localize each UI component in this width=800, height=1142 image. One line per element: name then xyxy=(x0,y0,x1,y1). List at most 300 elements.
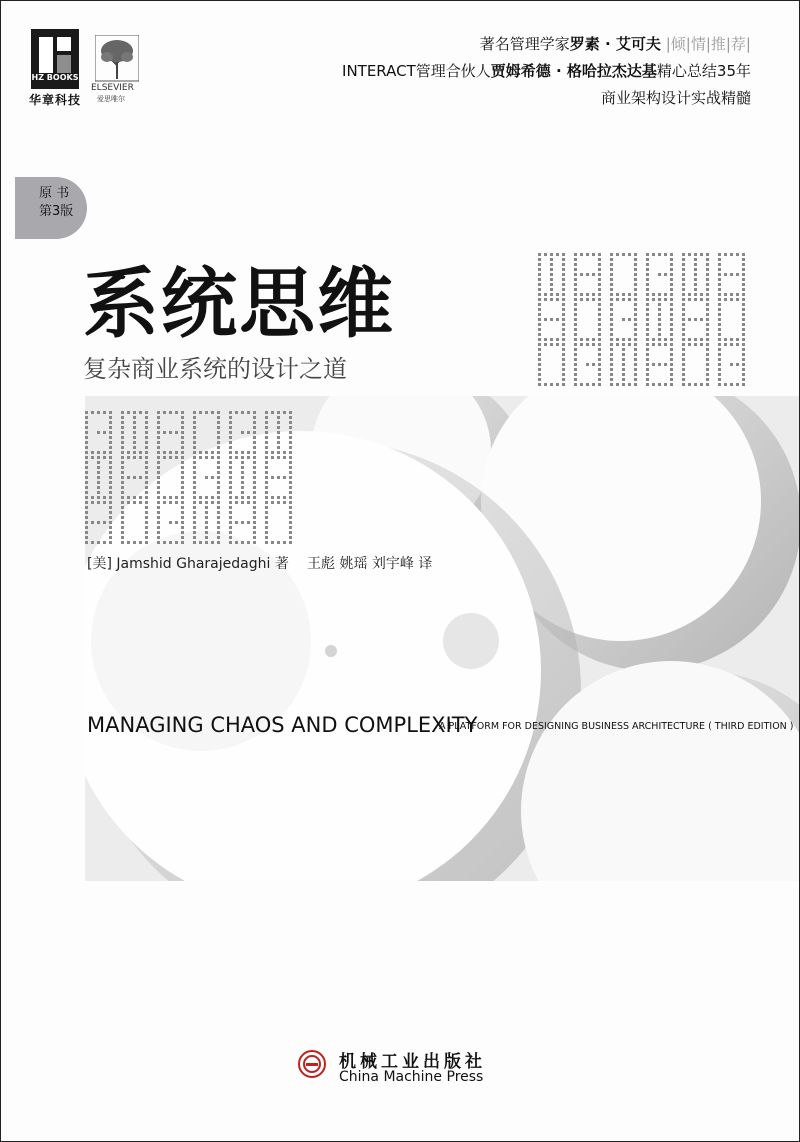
decor-dot xyxy=(628,318,631,321)
decor-dot xyxy=(706,258,709,261)
decor-dot xyxy=(157,461,160,464)
decor-dot xyxy=(169,456,172,459)
decor-dot xyxy=(145,511,148,514)
decor-dot xyxy=(205,541,208,544)
decor-dot xyxy=(205,496,208,499)
decor-dot xyxy=(694,258,697,261)
decor-dot xyxy=(724,273,727,276)
decor-dot xyxy=(121,466,124,469)
decor-dot xyxy=(628,383,631,386)
decor-dot xyxy=(658,338,661,341)
decor-dot xyxy=(157,536,160,539)
decor-dot xyxy=(175,541,178,544)
decor-dot xyxy=(574,298,577,301)
decor-dot xyxy=(217,541,220,544)
decor-dot xyxy=(199,451,202,454)
decor-dot xyxy=(634,323,637,326)
decor-dot xyxy=(742,268,745,271)
decor-dot xyxy=(688,383,691,386)
decor-dot xyxy=(253,471,256,474)
decor-dot xyxy=(538,303,541,306)
decor-dot xyxy=(634,293,637,296)
decor-dot xyxy=(109,451,112,454)
decor-dot xyxy=(235,501,238,504)
decor-dot xyxy=(229,481,232,484)
decor-dot xyxy=(742,378,745,381)
decor-dot xyxy=(718,253,721,256)
decor-dot xyxy=(253,466,256,469)
decor-dot xyxy=(658,298,661,301)
decor-dot xyxy=(598,323,601,326)
decor-dot xyxy=(622,338,625,341)
decor-dot xyxy=(586,338,589,341)
decor-dot xyxy=(670,323,673,326)
decor-dot xyxy=(247,521,250,524)
decor-dot xyxy=(658,313,661,316)
decor-dot xyxy=(157,496,160,499)
decor-dot xyxy=(265,516,268,519)
publisher-name-en: China Machine Press xyxy=(339,1069,484,1085)
decor-dot xyxy=(706,353,709,356)
decor-dot xyxy=(181,436,184,439)
decor-dot xyxy=(247,431,250,434)
decor-dot xyxy=(610,363,613,366)
decor-dot xyxy=(109,436,112,439)
decor-dot xyxy=(139,456,142,459)
decor-dot xyxy=(289,501,292,504)
decor-dot xyxy=(598,283,601,286)
decor-dot xyxy=(229,456,232,459)
decor-dot xyxy=(646,313,649,316)
decor-dot xyxy=(742,308,745,311)
decor-dot xyxy=(193,456,196,459)
decor-dot xyxy=(265,536,268,539)
decor-dot xyxy=(229,416,232,419)
decor-dot xyxy=(217,476,220,479)
decor-dot xyxy=(205,516,208,519)
decor-dot xyxy=(253,416,256,419)
decor-dot xyxy=(664,298,667,301)
decor-dot xyxy=(706,383,709,386)
decor-dot xyxy=(265,486,268,489)
decor-dot xyxy=(646,303,649,306)
decor-dot xyxy=(229,471,232,474)
decor-dot xyxy=(706,288,709,291)
decor-dot xyxy=(718,333,721,336)
decor-dot xyxy=(145,431,148,434)
decor-dot xyxy=(133,446,136,449)
decor-dot xyxy=(193,451,196,454)
decor-dot xyxy=(742,293,745,296)
decor-dot xyxy=(265,496,268,499)
decor-dot xyxy=(634,273,637,276)
decor-dot xyxy=(235,411,238,414)
decor-dot xyxy=(211,501,214,504)
promo-line-3: 商业架构设计实战精髓 xyxy=(600,89,751,107)
decor-dot xyxy=(724,253,727,256)
decor-dot xyxy=(550,293,553,296)
decor-dot xyxy=(574,338,577,341)
decor-dot xyxy=(610,268,613,271)
decor-dot xyxy=(694,318,697,321)
decor-dot xyxy=(157,506,160,509)
decor-dot xyxy=(91,541,94,544)
decor-dot xyxy=(289,486,292,489)
decor-dot xyxy=(211,411,214,414)
decor-dot xyxy=(694,278,697,281)
decor-dot xyxy=(121,496,124,499)
decor-dot xyxy=(109,431,112,434)
decor-dot xyxy=(538,323,541,326)
decor-dot xyxy=(121,411,124,414)
decor-dot xyxy=(718,303,721,306)
decor-dot xyxy=(241,466,244,469)
decor-dot xyxy=(175,501,178,504)
decor-dot xyxy=(574,283,577,286)
decor-dot xyxy=(718,368,721,371)
decor-dot xyxy=(193,466,196,469)
decor-dot xyxy=(289,516,292,519)
decor-dot xyxy=(181,491,184,494)
decor-dot xyxy=(556,293,559,296)
decor-dot xyxy=(538,338,541,341)
decor-dot xyxy=(85,526,88,529)
decor-dot xyxy=(157,501,160,504)
decor-dot xyxy=(145,526,148,529)
decor-dot xyxy=(97,451,100,454)
decor-dot xyxy=(103,456,106,459)
decor-dot xyxy=(646,288,649,291)
decor-dot xyxy=(205,536,208,539)
decor-dot xyxy=(682,258,685,261)
decor-dot xyxy=(253,446,256,449)
decor-dot xyxy=(610,288,613,291)
decor-dot xyxy=(181,441,184,444)
decor-dot xyxy=(598,353,601,356)
decor-dot xyxy=(277,446,280,449)
decor-dot xyxy=(193,471,196,474)
decor-dot xyxy=(229,516,232,519)
decor-dot xyxy=(157,416,160,419)
decor-dot xyxy=(730,253,733,256)
decor-dot xyxy=(646,298,649,301)
decor-dot xyxy=(538,263,541,266)
decor-dot xyxy=(610,298,613,301)
decor-dot xyxy=(586,273,589,276)
decor-dot xyxy=(706,328,709,331)
decor-dot xyxy=(133,441,136,444)
decor-dot xyxy=(682,323,685,326)
decor-dot xyxy=(682,303,685,306)
decor-dot xyxy=(121,491,124,494)
decor-dot xyxy=(646,378,649,381)
decor-dot xyxy=(742,313,745,316)
decor-dot xyxy=(538,383,541,386)
decor-dot xyxy=(145,541,148,544)
decor-dot xyxy=(538,353,541,356)
decor-dot xyxy=(205,531,208,534)
decor-dot xyxy=(253,451,256,454)
decor-dot xyxy=(211,541,214,544)
publisher-name-cn: 机械工业出版社 xyxy=(339,1052,486,1072)
decor-dot xyxy=(682,363,685,366)
decor-dot xyxy=(646,268,649,271)
decor-dot xyxy=(181,506,184,509)
decor-dot xyxy=(121,421,124,424)
decor-dot xyxy=(742,253,745,256)
decor-dot xyxy=(718,288,721,291)
decor-dot xyxy=(181,486,184,489)
decor-dot xyxy=(217,456,220,459)
decor-dot xyxy=(121,501,124,504)
decor-dot xyxy=(193,476,196,479)
decor-dot xyxy=(109,466,112,469)
decor-dot xyxy=(538,293,541,296)
decor-dot xyxy=(658,328,661,331)
decor-dot xyxy=(109,461,112,464)
decor-dot xyxy=(253,481,256,484)
decor-dot xyxy=(562,363,565,366)
decor-dot xyxy=(109,421,112,424)
decor-dot xyxy=(718,273,721,276)
decor-dot xyxy=(253,456,256,459)
decor-dot xyxy=(133,416,136,419)
decor-dot xyxy=(586,253,589,256)
decor-dot xyxy=(139,411,142,414)
decor-dot xyxy=(121,541,124,544)
decor-dot xyxy=(616,338,619,341)
decor-dot xyxy=(229,531,232,534)
decor-dot xyxy=(241,456,244,459)
decor-dot xyxy=(610,358,613,361)
decor-dot xyxy=(253,526,256,529)
decor-dot xyxy=(157,431,160,434)
decor-dot xyxy=(658,273,661,276)
decor-dot xyxy=(592,293,595,296)
decor-dot xyxy=(229,496,232,499)
decor-dot xyxy=(622,348,625,351)
decor-dot xyxy=(538,373,541,376)
decor-dot xyxy=(289,521,292,524)
decor-dot xyxy=(253,411,256,414)
decor-dot xyxy=(742,283,745,286)
decor-dot xyxy=(544,318,547,321)
decor-dot xyxy=(241,501,244,504)
decor-dot xyxy=(742,358,745,361)
decor-dot xyxy=(109,411,112,414)
decor-dot xyxy=(193,526,196,529)
decor-dot xyxy=(169,541,172,544)
decor-dot xyxy=(235,456,238,459)
decor-dot xyxy=(706,273,709,276)
decor-dot xyxy=(229,506,232,509)
decor-dot xyxy=(706,303,709,306)
decor-dot xyxy=(538,308,541,311)
decor-dot xyxy=(91,411,94,414)
decor-dot xyxy=(139,541,142,544)
decor-dot xyxy=(544,343,547,346)
decor-dot xyxy=(646,273,649,276)
decor-dot xyxy=(109,441,112,444)
english-subtitle: A PLATFORM FOR DESIGNING BUSINESS ARCHITECTURE ( THIRD EDITION ) xyxy=(439,721,794,732)
decor-dot xyxy=(574,343,577,346)
decor-dot xyxy=(550,253,553,256)
decor-dot xyxy=(229,526,232,529)
decor-dot xyxy=(610,343,613,346)
decor-dot xyxy=(634,318,637,321)
decor-dot xyxy=(742,353,745,356)
decor-dot xyxy=(217,446,220,449)
decor-dot xyxy=(628,253,631,256)
decor-dot xyxy=(103,496,106,499)
decor-dot xyxy=(694,268,697,271)
decor-dot xyxy=(646,253,649,256)
decor-dot xyxy=(121,486,124,489)
decor-dot xyxy=(598,258,601,261)
decor-dot xyxy=(682,383,685,386)
decor-dot xyxy=(253,506,256,509)
decor-dot xyxy=(610,278,613,281)
decor-dot xyxy=(289,411,292,414)
decor-dot xyxy=(718,358,721,361)
decor-dot xyxy=(193,531,196,534)
decor-dot xyxy=(289,471,292,474)
decor-dot xyxy=(271,451,274,454)
decor-dot xyxy=(193,421,196,424)
decor-dot xyxy=(229,461,232,464)
decor-dot xyxy=(670,308,673,311)
decor-dot xyxy=(682,278,685,281)
decor-dot xyxy=(718,268,721,271)
decor-dot xyxy=(163,431,166,434)
decor-dot xyxy=(550,288,553,291)
decor-dot xyxy=(109,481,112,484)
decor-dot xyxy=(742,333,745,336)
decor-dot xyxy=(217,501,220,504)
decor-dot xyxy=(574,383,577,386)
decor-dot xyxy=(97,496,100,499)
decor-dot xyxy=(289,506,292,509)
decor-dot xyxy=(85,466,88,469)
decor-dot xyxy=(622,363,625,366)
decor-dot xyxy=(694,298,697,301)
decor-dot xyxy=(121,531,124,534)
decor-dot xyxy=(718,308,721,311)
decor-dot xyxy=(283,411,286,414)
decor-dot xyxy=(277,541,280,544)
decor-dot xyxy=(730,343,733,346)
decor-dot xyxy=(241,491,244,494)
promo-block xyxy=(342,31,751,112)
decor-dot xyxy=(139,476,142,479)
decor-dot xyxy=(157,456,160,459)
decor-dot xyxy=(652,253,655,256)
decor-dot xyxy=(199,411,202,414)
decor-dot xyxy=(265,491,268,494)
decor-dot xyxy=(133,541,136,544)
decor-dot xyxy=(85,421,88,424)
decor-dot xyxy=(289,456,292,459)
decor-dot xyxy=(241,496,244,499)
decor-dot xyxy=(706,253,709,256)
decor-dot xyxy=(97,431,100,434)
decor-dot xyxy=(634,373,637,376)
decor-dot xyxy=(658,333,661,336)
decor-dot xyxy=(634,258,637,261)
decor-dot xyxy=(163,496,166,499)
decor-dot xyxy=(133,411,136,414)
decor-dot xyxy=(706,323,709,326)
decor-dot xyxy=(253,516,256,519)
decor-dot xyxy=(658,318,661,321)
decor-dot xyxy=(289,511,292,514)
decor-dot xyxy=(706,293,709,296)
decor-dot xyxy=(85,521,88,524)
decor-dot xyxy=(610,353,613,356)
decor-dot xyxy=(670,318,673,321)
decor-dot xyxy=(169,496,172,499)
decor-dot xyxy=(658,308,661,311)
decor-dot xyxy=(265,431,268,434)
decor-dot xyxy=(283,541,286,544)
decor-dot xyxy=(682,353,685,356)
decor-dot xyxy=(265,411,268,414)
decor-dot xyxy=(157,541,160,544)
decor-dot xyxy=(283,501,286,504)
decor-dot xyxy=(289,446,292,449)
decor-dot xyxy=(538,333,541,336)
decor-dot xyxy=(199,541,202,544)
decor-dot xyxy=(562,368,565,371)
decor-dot xyxy=(199,501,202,504)
decor-dot xyxy=(139,496,142,499)
decor-dot xyxy=(133,431,136,434)
decor-dot xyxy=(127,456,130,459)
decor-dot xyxy=(556,253,559,256)
decor-dot xyxy=(544,338,547,341)
decor-dot xyxy=(127,476,130,479)
decor-dot xyxy=(598,308,601,311)
decor-dot xyxy=(133,421,136,424)
decor-dot xyxy=(538,278,541,281)
decor-dot xyxy=(85,451,88,454)
decor-dot xyxy=(562,283,565,286)
decor-dot xyxy=(253,476,256,479)
decor-dot xyxy=(574,258,577,261)
decor-dot xyxy=(181,496,184,499)
decor-dot xyxy=(610,253,613,256)
publisher-logo-icon xyxy=(297,1049,327,1079)
decor-dot xyxy=(718,343,721,346)
decor-dot xyxy=(277,476,280,479)
decor-dot xyxy=(574,308,577,311)
decor-dot xyxy=(193,431,196,434)
decor-dot xyxy=(634,288,637,291)
decor-dot xyxy=(616,293,619,296)
decor-dot xyxy=(211,476,214,479)
decor-dot xyxy=(706,338,709,341)
decor-dot xyxy=(742,323,745,326)
decor-dot xyxy=(586,343,589,346)
decor-dot xyxy=(181,536,184,539)
decor-dot xyxy=(586,293,589,296)
decor-dot xyxy=(724,383,727,386)
decor-dot xyxy=(289,476,292,479)
decor-dot xyxy=(97,461,100,464)
decor-dot xyxy=(289,421,292,424)
decor-dot xyxy=(85,456,88,459)
decor-dot xyxy=(718,363,721,366)
